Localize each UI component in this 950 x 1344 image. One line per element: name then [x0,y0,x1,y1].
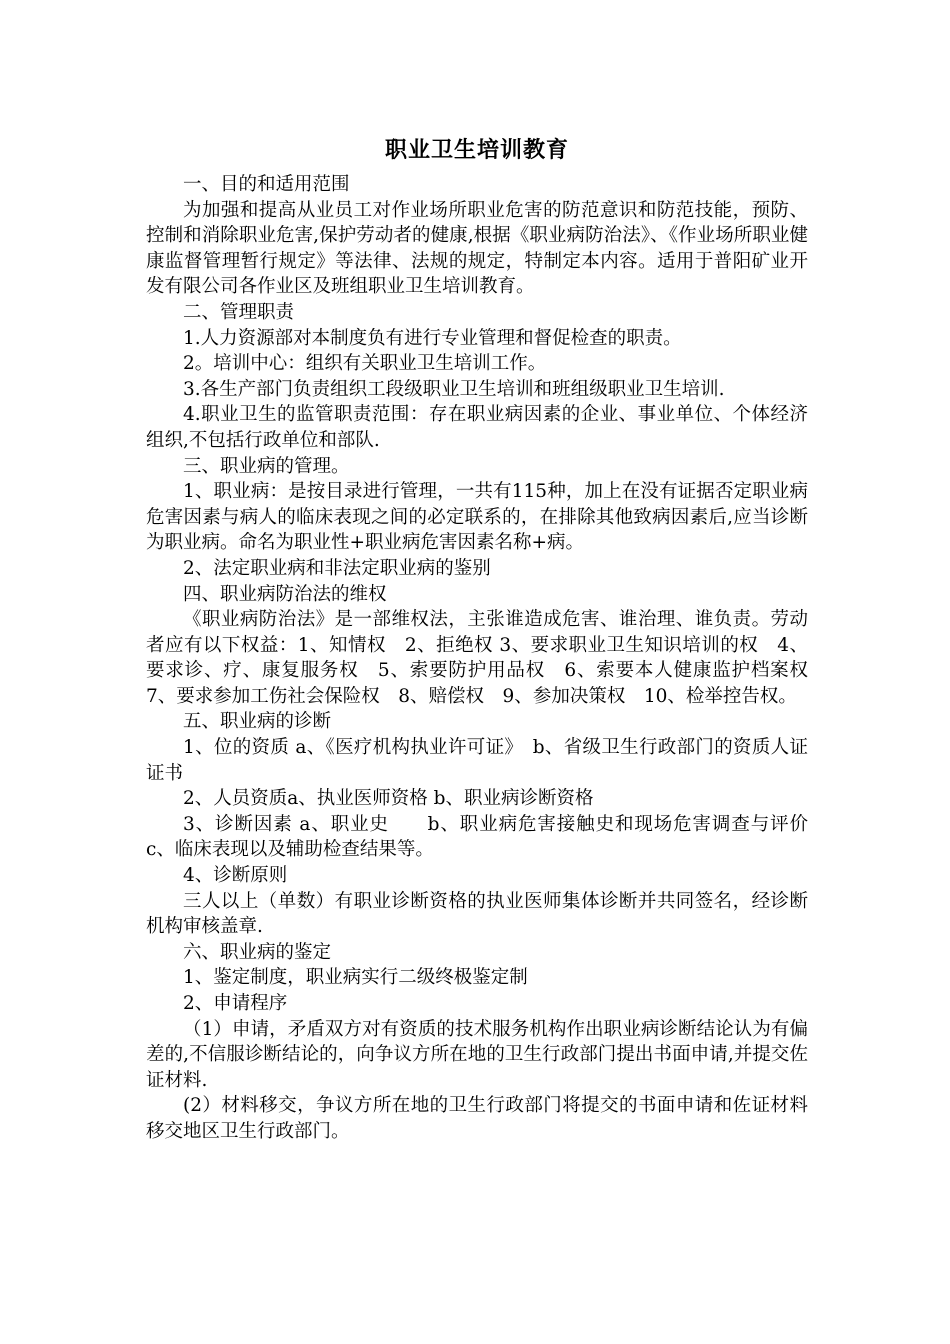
paragraph-diagnosis-1: 1、位的资质 a、《医疗机构执业许可证》 b、省级卫生行政部门的资质人证证书 [146,737,808,784]
section-heading-diagnosis: 五、职业病的诊断 [183,711,332,733]
paragraph-responsibility-4: 4.职业卫生的监管职责范围：存在职业病因素的企业、事业单位、个体经济组织,不包括行政单位和部队. [146,404,808,451]
paragraph-appraisal-application: （1）申请，矛盾双方对有资质的技术服务机构作出职业病诊断结论认为有偏差的,不信服诊断结论的，向争议方所在地的卫生行政部门提出书面申请,并提交佐证材料. [146,1018,808,1091]
paragraph-responsibility-3: 3.各生产部门负责组织工段级职业卫生培训和班组级职业卫生培训. [183,378,725,400]
section-heading-responsibilities: 二、管理职责 [183,301,295,323]
paragraph-management-2: 2、法定职业病和非法定职业病的鉴别 [183,557,491,579]
paragraph-appraisal-2: 2、申请程序 [183,993,288,1014]
paragraph-diagnosis-4: 4、诊断原则 [183,865,288,887]
paragraph-purpose-body: 为加强和提高从业员工对作业场所职业危害的防范意识和防范技能，预防、控制和消除职业危害,保护劳动者的健康,根据《职业病防治法》、《作业场所职业健康监督管理暂行规定》等法律、法规的规定，特制定本内容。适用于普阳矿业开发有限公司各作业区及班组职业卫生培训教育。 [146,199,808,298]
paragraph-diagnosis-2: 2、人员资质a、执业医师资格 b、职业病诊断资格 [183,788,594,810]
section-heading-rights: 四、职业病防治法的维权 [183,583,387,605]
section-heading-management: 三、职业病的管理。 [183,455,350,477]
paragraph-appraisal-transfer: (2）材料移交，争议方所在地的卫生行政部门将提交的书面申请和佐证材料移交地区卫生行政部门。 [146,1095,808,1142]
paragraph-diagnosis-3: 3、诊断因素 a、职业史 b、职业病危害接触史和现场危害调查与评价 c、临床表现以及辅助检查结果等。 [146,813,808,861]
paragraph-rights-body: 《职业病防治法》是一部维权法，主张谁造成危害、谁治理、谁负责。劳动者应有以下权益：1、知情权 2、拒绝权 3、要求职业卫生知识培训的权 4、要求诊、疗、康复服务权 5、索要防护用品权 6、索要本人健康监护档案权 7、要求参加工伤社会保险权 8、赔偿权 9、参加决策权 10、检举控告权。 [146,609,827,707]
paragraph-responsibility-2: 2。培训中心：组织有关职业卫生培训工作。 [183,353,547,375]
paragraph-management-1: 1、职业病：是按目录进行管理，一共有115种，加上在没有证据否定职业病危害因素与病人的临床表现之间的必定联系的，在排除其他致病因素后,应当诊断为职业病。命名为职业性+职业病危害因素名称+病。 [146,481,808,554]
paragraph-responsibility-1: 1.人力资源部对本制度负有进行专业管理和督促检查的职责。 [183,327,682,349]
paragraph-diagnosis-principle: 三人以上（单数）有职业诊断资格的执业医师集体诊断并共同签名，经诊断机构审核盖章. [146,890,808,938]
document-title: 职业卫生培训教育 [384,137,569,163]
document-page [146,132,827,1145]
section-heading-appraisal: 六、职业病的鉴定 [183,941,332,963]
section-heading-purpose: 一、目的和适用范围 [183,174,350,195]
paragraph-appraisal-1: 1、鉴定制度，职业病实行二级终极鉴定制 [183,967,528,989]
